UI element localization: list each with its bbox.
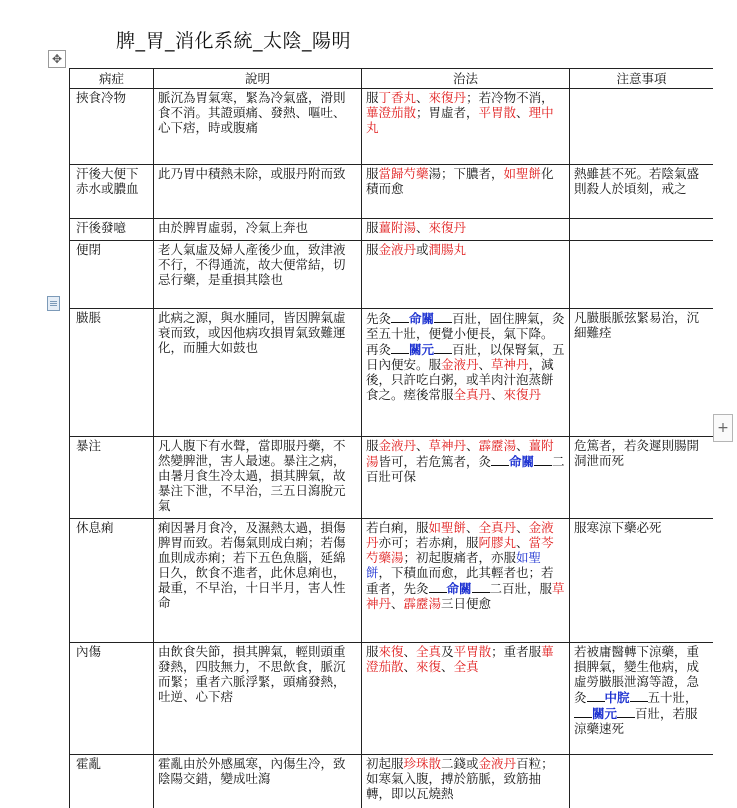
text: 亦可；若赤痢，服	[379, 535, 479, 550]
notes-cell[interactable]	[570, 219, 714, 241]
text: 、	[416, 90, 429, 105]
text: 、	[516, 520, 529, 535]
notes-cell[interactable]	[570, 241, 714, 309]
treatment-cell[interactable]	[362, 89, 570, 165]
content-table	[69, 68, 713, 808]
text: 、	[491, 387, 504, 402]
text: ；若冷物不消，	[466, 90, 554, 105]
explain-cell[interactable]: 由於脾胃虛弱，冷氣上奔也	[154, 219, 362, 241]
blank-line	[434, 341, 452, 354]
remedy: 如聖餅	[429, 520, 467, 535]
table-row	[70, 643, 714, 755]
symptom-cell[interactable]: 暴注	[70, 437, 154, 519]
remedy: 當歸芍藥	[379, 166, 429, 181]
header-symptom: 病症	[70, 69, 154, 89]
symptom-cell[interactable]: 汗後發噫	[70, 219, 154, 241]
text: 、	[404, 644, 417, 659]
notes-cell[interactable]: 危篤者，若灸遲則腸開洞泄而死	[570, 437, 714, 519]
symptom-cell[interactable]: 便閉	[70, 241, 154, 309]
table-row	[70, 309, 714, 437]
text: 、	[404, 659, 417, 674]
table-container	[69, 68, 713, 808]
text: 服	[366, 644, 379, 659]
text: 、	[416, 220, 429, 235]
add-column-handle-icon[interactable]: +	[713, 414, 733, 442]
notes-cell[interactable]: 服寒涼下藥必死	[570, 519, 714, 643]
remedy: 來復丹	[429, 220, 467, 235]
remedy: 全真	[416, 644, 441, 659]
text: 服	[366, 242, 379, 257]
text: 先灸	[366, 311, 391, 326]
blank-line	[617, 705, 635, 718]
blank-line	[472, 580, 490, 593]
text: 若被庸醫轉下涼藥，重損脾氣，變生他病，成虛勞臌脹泄瀉等證，急灸	[574, 644, 699, 705]
treatment-cell[interactable]	[362, 219, 570, 241]
remedy: 平胃散	[454, 644, 492, 659]
table-row	[70, 437, 714, 519]
text: 二百壯可保	[366, 454, 565, 484]
acupoint: 命關	[509, 454, 534, 469]
text: 百壯，固住脾氣，灸至五十壯，便覺小便長，氣下降。再灸	[366, 311, 565, 357]
remedy: 理中丸	[366, 105, 554, 135]
remedy-blue: 如聖餅	[366, 550, 541, 580]
text: ；重者服	[491, 644, 541, 659]
remedy: 薑附湯	[366, 438, 554, 469]
text: 、	[516, 105, 529, 120]
blank-line	[391, 310, 409, 323]
text: 、	[516, 535, 529, 550]
table-move-handle-icon[interactable]: ✥	[48, 50, 66, 68]
remedy: 阿膠丸	[479, 535, 517, 550]
table-row	[70, 241, 714, 309]
text: 、	[391, 596, 404, 611]
document-title: 脾_胃_消化系統_太陰_陽明	[116, 26, 351, 53]
remedy: 全真丹	[479, 520, 517, 535]
remedy: 如聖餅	[504, 166, 542, 181]
treatment-cell[interactable]	[362, 165, 570, 219]
remedy: 草神丹	[429, 438, 467, 453]
text: 服	[366, 90, 379, 105]
explain-cell[interactable]: 此病之源，與水腫同，皆因脾氣虛衰而致，或因他病攻損胃氣致難運化，而腫大如鼓也	[154, 309, 362, 437]
text: ；初起腹痛者，亦服	[404, 550, 517, 565]
text: 或	[416, 242, 429, 257]
explain-cell[interactable]: 痢因暑月食冷，及濕熱太過，損傷脾胃而致。若傷氣則成白痢；若傷血則成赤痢；若下五色魚腦，延綿日久，飲食不進者，此休息痢也，最重，不早治，十日半月，害人性命	[154, 519, 362, 643]
blank-line	[434, 310, 452, 323]
remedy: 平胃散	[479, 105, 517, 120]
text: 百壯，以保腎氣，五日內便安。服	[366, 342, 565, 372]
table-row	[70, 165, 714, 219]
text: 服	[366, 438, 379, 453]
remedy: 來復	[379, 644, 404, 659]
text: ，減後，只許吃白粥，或羊肉汁泡蒸餅食之。瘥後常服	[366, 357, 554, 402]
text: 二百壯，服	[490, 581, 553, 596]
symptom-cell[interactable]: 霍亂	[70, 755, 154, 808]
blank-line	[534, 453, 552, 466]
symptom-cell[interactable]: 休息痢	[70, 519, 154, 643]
header-explain: 說明	[154, 69, 362, 89]
table-row	[70, 219, 714, 241]
remedy: 薑附湯	[379, 220, 417, 235]
remedy: 草神丹	[491, 357, 529, 372]
text: 百壯，若服涼藥速死	[574, 706, 698, 736]
text: 、	[441, 659, 454, 674]
blank-line	[574, 705, 592, 718]
acupoint: 關元	[592, 706, 617, 721]
notes-cell[interactable]	[570, 755, 714, 808]
treatment-cell[interactable]	[362, 309, 570, 437]
text: 及	[441, 644, 454, 659]
header-row	[70, 69, 714, 89]
symptom-cell[interactable]: 內傷	[70, 643, 154, 755]
treatment-cell[interactable]	[362, 241, 570, 309]
text: 服	[366, 220, 379, 235]
page-note-icon	[47, 296, 60, 311]
treatment-cell[interactable]	[362, 519, 570, 643]
explain-cell[interactable]: 此乃胃中積熱未除，或服丹附而致	[154, 165, 362, 219]
remedy: 當芩芍藥湯	[366, 535, 554, 565]
notes-cell[interactable]	[570, 89, 714, 165]
remedy: 蓽澄茄散	[366, 105, 416, 120]
notes-cell[interactable]: 凡臌脹脈弦緊易治，沉細難痊	[570, 309, 714, 437]
text: 、	[416, 438, 429, 453]
blank-line	[491, 453, 509, 466]
remedy: 潤腸丸	[429, 242, 467, 257]
acupoint: 命關	[409, 311, 434, 326]
text: 服	[366, 166, 379, 181]
header-treatment: 治法	[362, 69, 570, 89]
treatment-cell[interactable]	[362, 643, 570, 755]
text: 二錢或	[441, 756, 479, 771]
text: 化積而愈	[366, 166, 554, 196]
table-row	[70, 755, 714, 808]
remedy: 來復丹	[504, 387, 542, 402]
acupoint: 關元	[409, 342, 434, 357]
remedy: 金液丹	[366, 520, 554, 550]
remedy: 霹靂湯	[404, 596, 442, 611]
text: ；胃虛者，	[416, 105, 479, 120]
remedy: 來復丹	[429, 90, 467, 105]
text: 湯；下膿者，	[429, 166, 504, 181]
remedy: 霹靂湯	[479, 438, 517, 453]
notes-cell[interactable]	[570, 643, 714, 755]
remedy: 全真丹	[454, 387, 492, 402]
text: 、	[466, 520, 479, 535]
remedy: 丁香丸	[379, 90, 417, 105]
text: 若白痢，服	[366, 520, 429, 535]
remedy: 蓽澄茄散	[366, 644, 554, 674]
table-row	[70, 519, 714, 643]
explain-cell[interactable]: 老人氣虛及婦人產後少血，致津液不行，不得通流，故大便常結，切忌行藥，是重損其陰也	[154, 241, 362, 309]
text: 五十壯，	[648, 690, 698, 705]
blank-line	[391, 341, 409, 354]
notes-cell[interactable]: 熱雖甚不死。若陰氣盛則殺人於頃刻，戒之	[570, 165, 714, 219]
text: 三日便愈	[441, 596, 491, 611]
text: 、	[466, 438, 479, 453]
header-notes: 注意事項	[570, 69, 714, 89]
symptom-cell[interactable]: 挾食冷物	[70, 89, 154, 165]
table-row	[70, 89, 714, 165]
text: 初起服	[366, 756, 404, 771]
remedy: 全真	[454, 659, 479, 674]
text: 百粒；如寒氣入腹，搏於筋脈，致筋抽轉，即以瓦燒熱	[366, 756, 554, 801]
symptom-cell[interactable]: 臌脹	[70, 309, 154, 437]
acupoint: 中脘	[605, 690, 630, 705]
remedy: 來復	[416, 659, 441, 674]
treatment-cell[interactable]	[362, 437, 570, 519]
symptom-cell[interactable]: 汗後大便下赤水或膿血	[70, 165, 154, 219]
acupoint: 命關	[447, 581, 472, 596]
blank-line	[630, 689, 648, 702]
explain-cell[interactable]: 由飲食失節，損其脾氣，輕則頭重發熱，四肢無力，不思飲食，脈沉而緊；重者六脈浮緊，頭痛發熱，吐逆、心下痞	[154, 643, 362, 755]
text: ，下積血而愈，此其輕者也；若重者，先灸	[366, 565, 554, 596]
explain-cell[interactable]: 脈沉為胃氣寒，緊為冷氣盛，滑則食不消。其證頭痛、發熱、嘔吐、心下痞，時或腹痛	[154, 89, 362, 165]
remedy: 珍珠散	[404, 756, 442, 771]
remedy: 金液丹	[479, 756, 517, 771]
remedy: 草神丹	[366, 581, 565, 611]
remedy: 金液丹	[379, 242, 417, 257]
blank-line	[429, 580, 447, 593]
explain-cell[interactable]: 凡人腹下有水聲，當即服丹藥，不然變脾泄，害人最速。暴注之病，由暑月食生冷太過，損其脾氣，故暴注下泄，不早治，三五日瀉脫元氣	[154, 437, 362, 519]
text: 、	[516, 438, 529, 453]
remedy: 金液丹	[441, 357, 479, 372]
remedy: 金液丹	[379, 438, 417, 453]
text: 皆可，若危篤者，灸	[379, 454, 492, 469]
treatment-cell[interactable]	[362, 755, 570, 808]
explain-cell[interactable]: 霍亂由於外感風寒，內傷生冷，致陰陽交錯，變成吐瀉	[154, 755, 362, 808]
blank-line	[587, 689, 605, 702]
text: 、	[479, 357, 492, 372]
